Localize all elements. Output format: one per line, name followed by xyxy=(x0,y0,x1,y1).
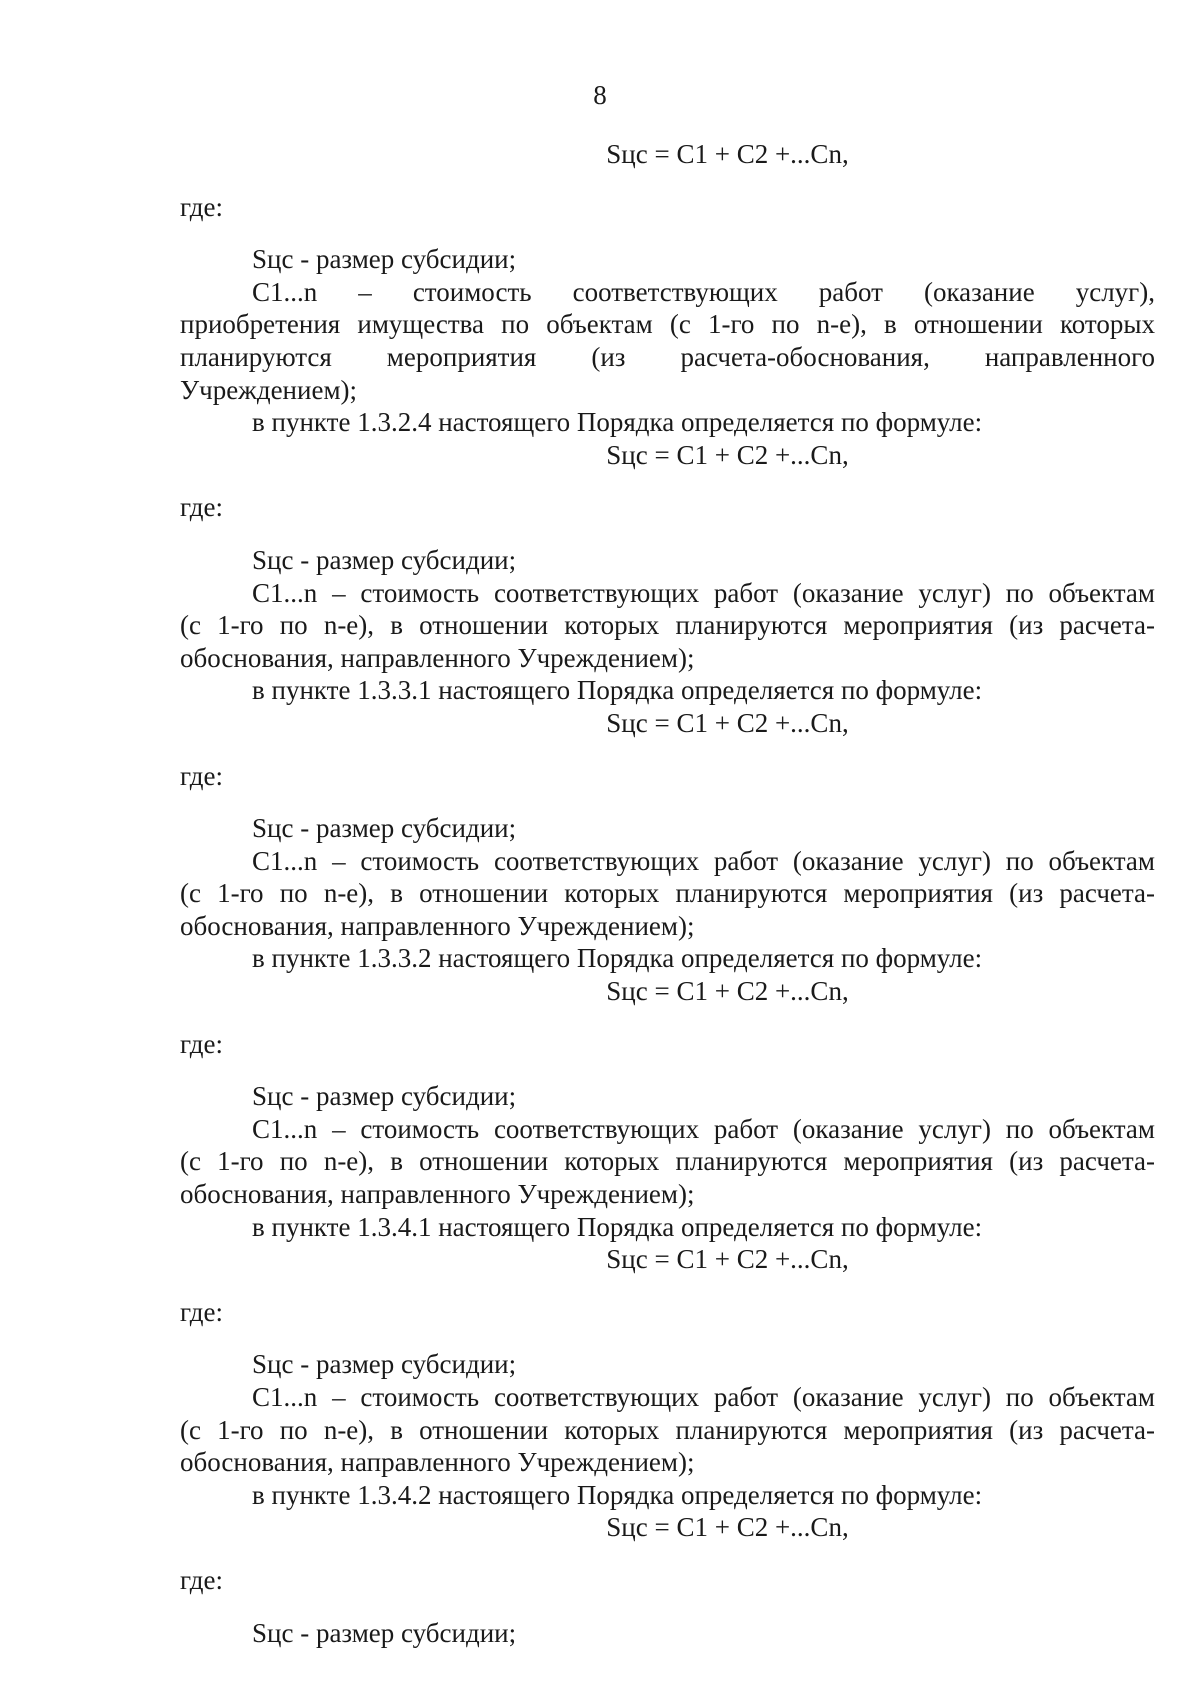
definition-c-line: С1...n – стоимость соответствующих работ (оказание услуг) по объектам xyxy=(252,845,1155,876)
definition-c-line: (с 1-го по n-е), в отношении которых планируются мероприятия (из расчета- xyxy=(180,1414,1155,1445)
definition-c-line: С1...n – стоимость соответствующих работ (оказание услуг) по объектам xyxy=(252,1113,1155,1144)
definition-c-line: (с 1-го по n-е), в отношении которых планируются мероприятия (из расчета- xyxy=(180,610,1155,641)
formula: Sцс = С1 + С2 +...Сn, xyxy=(606,976,849,1007)
definition-c-line: С1...n – стоимость соответствующих работ (оказание услуг), xyxy=(252,276,1155,307)
next-clause: в пункте 1.3.2.4 настоящего Порядка определяется по формуле: xyxy=(252,407,983,438)
formula-block xyxy=(180,439,1155,707)
definition-c-line: (с 1-го по n-е), в отношении которых планируются мероприятия (из расчета- xyxy=(180,878,1155,909)
formula-block xyxy=(180,1511,1155,1649)
definition-c-line: планируются мероприятия (из расчета-обоснования, направленного xyxy=(180,341,1155,372)
page-number: 8 xyxy=(593,80,607,110)
definition-s: Sцс - размер субсидии; xyxy=(252,1349,517,1380)
formula: Sцс = С1 + С2 +...Сn, xyxy=(606,1512,849,1543)
definition-c-line: Учреждением); xyxy=(180,374,358,405)
next-clause: в пункте 1.3.4.2 настоящего Порядка определяется по формуле: xyxy=(252,1479,983,1510)
definition-c-line: С1...n – стоимость соответствующих работ (оказание услуг) по объектам xyxy=(252,577,1155,608)
definition-s: Sцс - размер субсидии; xyxy=(252,813,517,844)
definition-c-line: обоснования, направленного Учреждением); xyxy=(180,910,695,941)
definition-c-line: приобретения имущества по объектам (с 1-го по n-е), в отношении которых xyxy=(180,309,1155,340)
definition-s: Sцс - размер субсидии; xyxy=(252,544,517,575)
next-clause: в пункте 1.3.3.2 настоящего Порядка определяется по формуле: xyxy=(252,943,983,974)
next-clause: в пункте 1.3.3.1 настоящего Порядка определяется по формуле: xyxy=(252,675,983,706)
formula: Sцс = С1 + С2 +...Сn, xyxy=(606,139,849,169)
formula-block xyxy=(180,1243,1155,1511)
where-label: где: xyxy=(180,1296,223,1327)
definition-c-line: (с 1-го по n-е), в отношении которых планируются мероприятия (из расчета- xyxy=(180,1146,1155,1177)
where-label: где: xyxy=(180,492,223,523)
document-body xyxy=(180,138,1155,1649)
where-label: где: xyxy=(180,191,223,222)
formula-block xyxy=(180,138,1155,439)
formula: Sцс = С1 + С2 +...Сn, xyxy=(606,707,849,738)
formula: Sцс = С1 + С2 +...Сn, xyxy=(606,1244,849,1275)
definition-s: Sцс - размер субсидии; xyxy=(252,244,517,275)
where-label: где: xyxy=(180,1564,223,1595)
where-label: где: xyxy=(180,1028,223,1059)
formula-block xyxy=(180,707,1155,975)
formula: Sцс = С1 + С2 +...Сn, xyxy=(606,439,849,470)
definition-s: Sцс - размер субсидии; xyxy=(252,1617,517,1648)
formula-block xyxy=(180,975,1155,1243)
next-clause: в пункте 1.3.4.1 настоящего Порядка определяется по формуле: xyxy=(252,1211,983,1242)
where-label: где: xyxy=(180,760,223,791)
definition-c-line: обоснования, направленного Учреждением); xyxy=(180,642,695,673)
definition-s: Sцс - размер субсидии; xyxy=(252,1081,517,1112)
definition-c-line: обоснования, направленного Учреждением); xyxy=(180,1179,695,1210)
definition-c-line: С1...n – стоимость соответствующих работ (оказание услуг) по объектам xyxy=(252,1382,1155,1412)
definition-c-line: обоснования, направленного Учреждением); xyxy=(180,1447,695,1478)
